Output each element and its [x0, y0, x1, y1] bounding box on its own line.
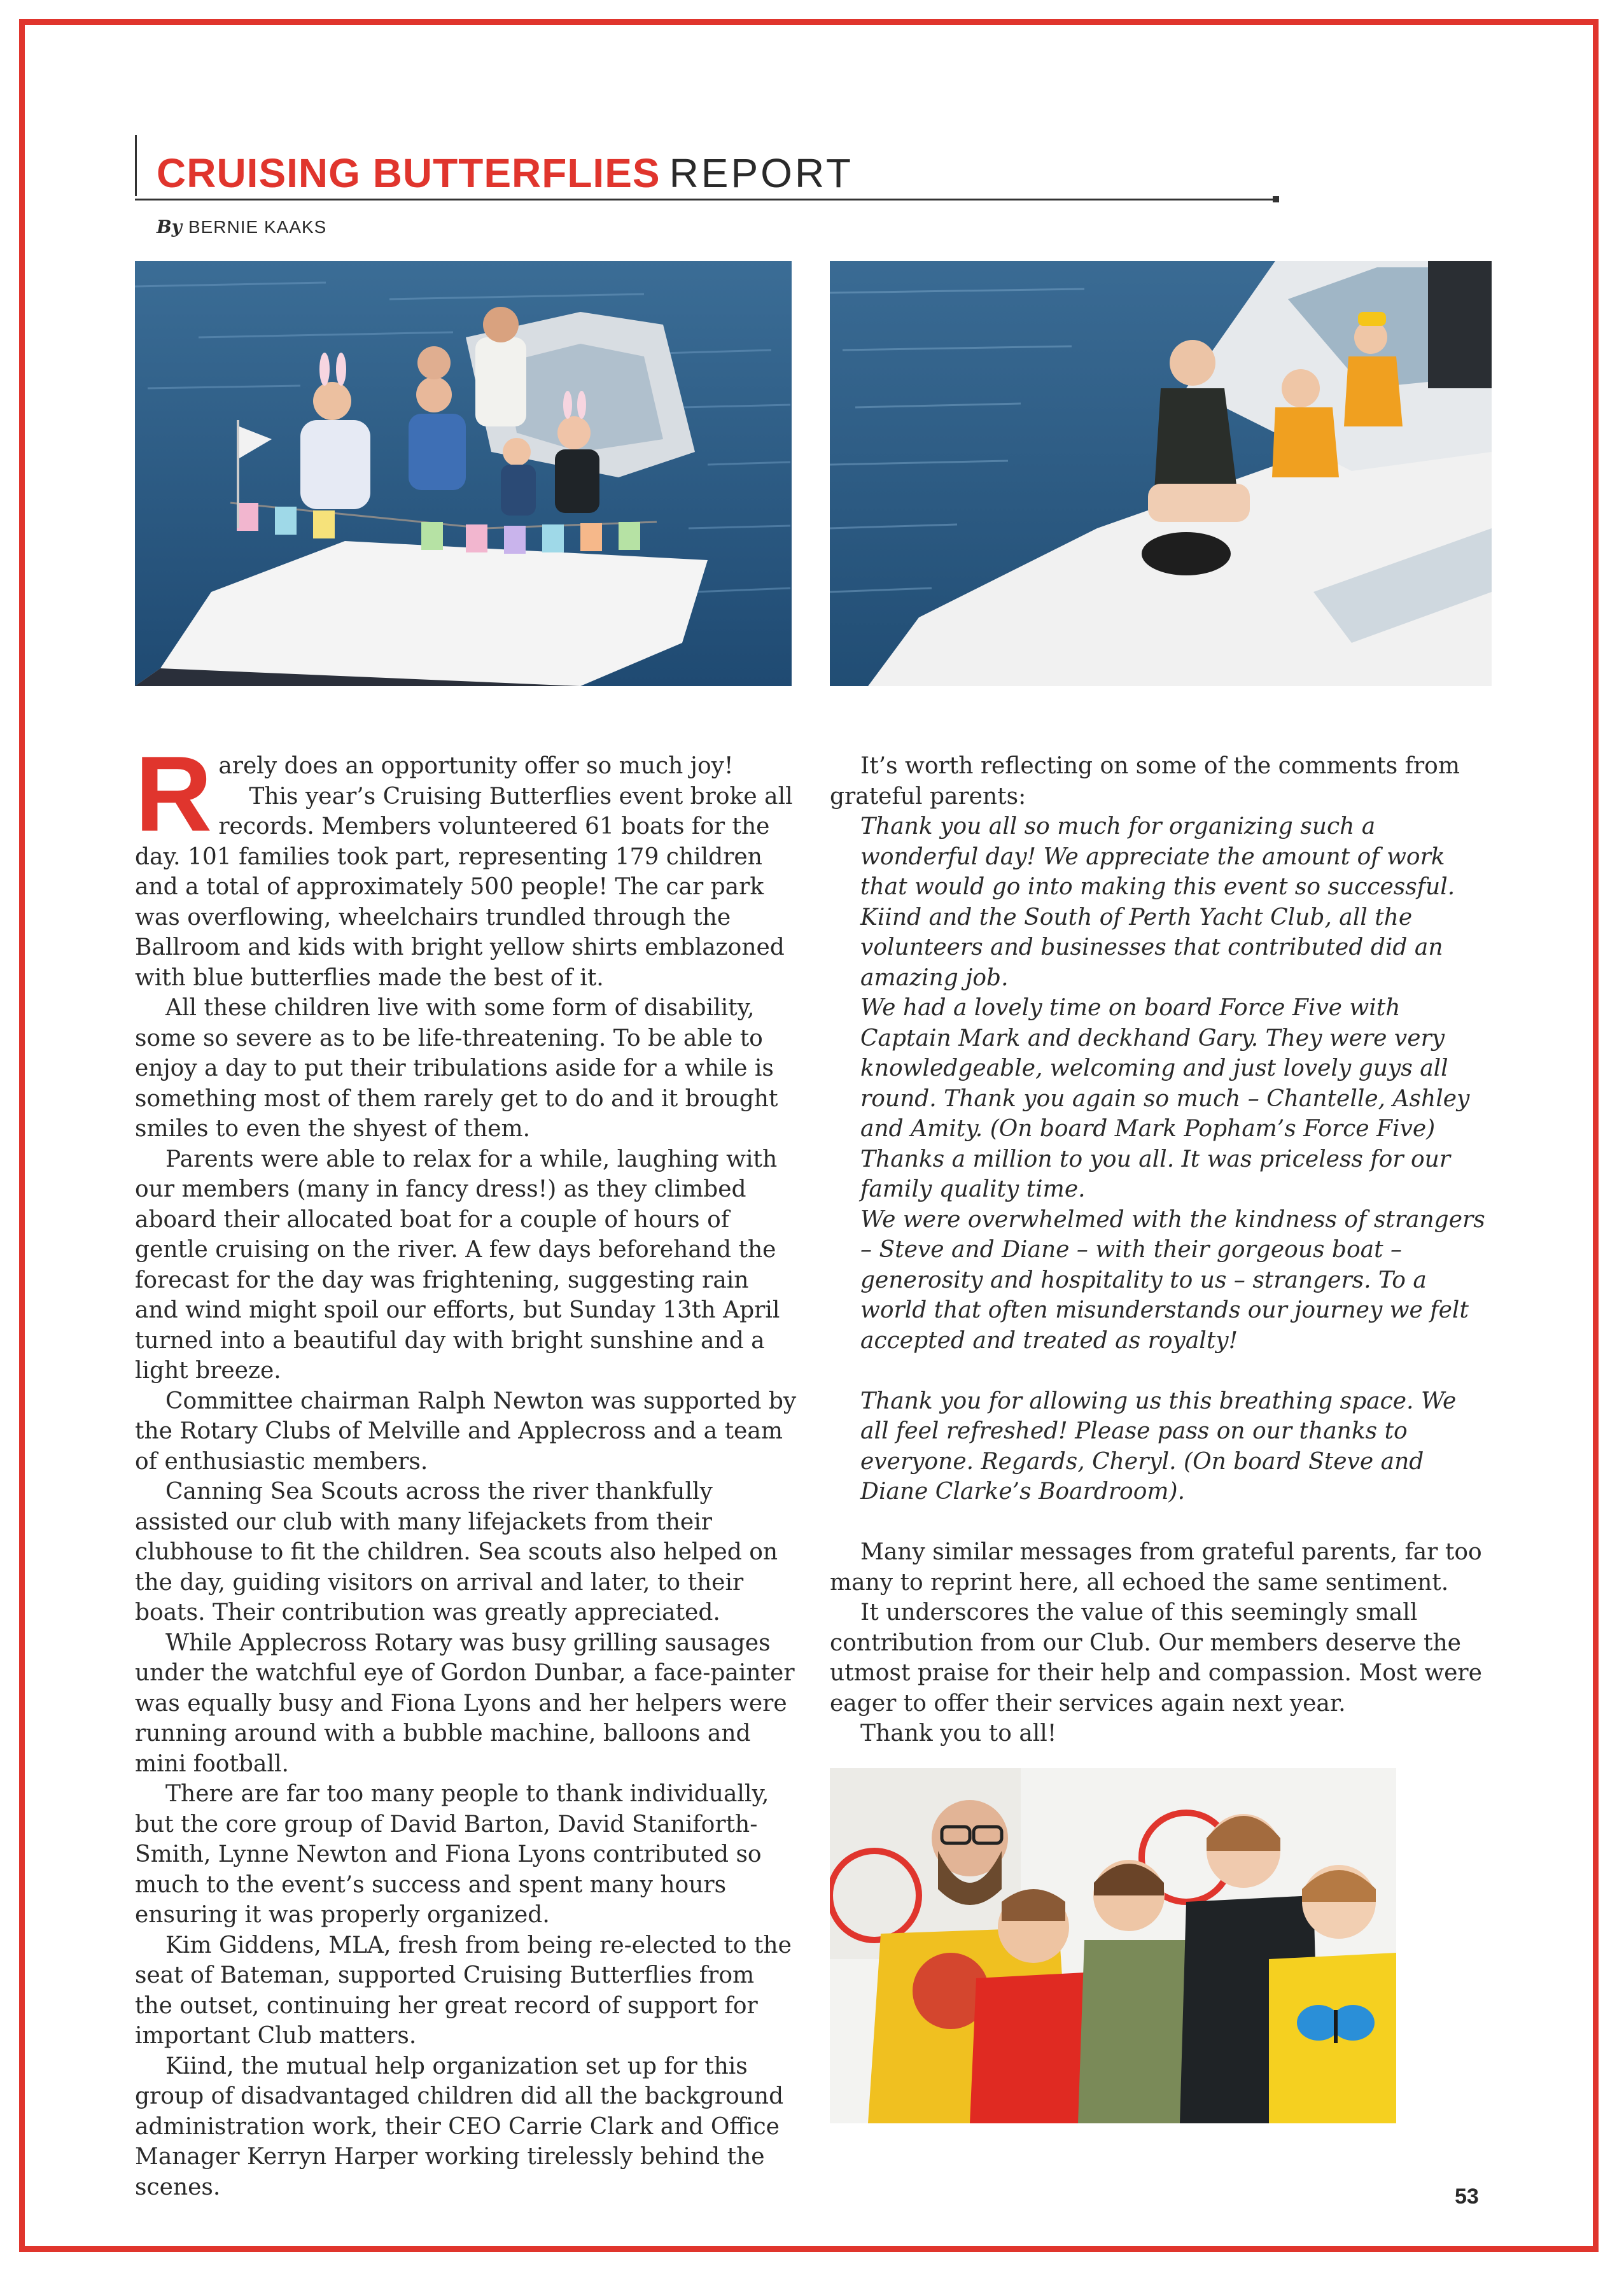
header-rule-end-dot: [1273, 196, 1279, 202]
header-vertical-rule: [135, 135, 137, 196]
boat-photo-easter-ears: [135, 261, 792, 686]
paragraph: It underscores the value of this seemingly small contribution from our Club. Our members deserve the utmost praise for their help and compassion. Most were eager to offer their services again next year.: [830, 1600, 1482, 1717]
parent-quote: Thanks a million to you all. It was priceless for our family quality time.: [860, 1146, 1451, 1202]
page-number: 53: [1455, 2184, 1479, 2209]
article-title: [157, 148, 853, 199]
title-accent: CRUISING BUTTERFLIES: [157, 150, 661, 196]
byline-by: By: [157, 216, 182, 237]
paragraph: arely does an opportunity offer so much joy!: [218, 753, 734, 779]
title-rest: REPORT: [669, 150, 854, 196]
header-horizontal-rule: [135, 199, 1275, 200]
parent-quote: We were overwhelmed with the kindness of strangers – Steve and Diane – with their gorgeous boat – generosity and hospitality to us – strangers. To a world that often misunderstands our journey we felt accepted and treated as royalty!: [860, 1206, 1485, 1354]
parent-quote: Thank you for allowing us this breathing space. We all feel refreshed! Please pass on our thanks to everyone. Regards, Cheryl. (On board Steve and Diane Clarke’s Boardroom).: [860, 1388, 1457, 1505]
paragraph: Thank you to all!: [860, 1720, 1057, 1747]
drop-cap: R: [135, 734, 213, 854]
paragraph: Canning Sea Scouts across the river thankfully assisted our club with many lifejackets from their clubhouse to fit the children. Sea scouts also helped on the day, guiding visitors on arrival and later, to their boats. Their contribution was greatly appreciated.: [135, 1479, 778, 1626]
byline-author: BERNIE KAAKS: [188, 217, 327, 237]
parent-quote: We had a lovely time on board Force Five with Captain Mark and deckhand Gary. They were very knowledgeable, welcoming and just lovely guys all round. Thank you again so much – Chantelle, Ashley and Amity. (On board Mark Popham’s Force Five): [860, 995, 1470, 1142]
paragraph: Parents were able to relax for a while, laughing with our members (many in fancy dress!) as they climbed aboard their allocated boat for a couple of hours of gentle cruising on the river. A few days beforehand the forecast for the day was frightening, suggesting rain and wind might spoil our efforts, but Sunday 13th April turned into a beautiful day with bright sunshine and a light breeze.: [135, 1146, 780, 1384]
paragraph: While Applecross Rotary was busy grilling sausages under the watchful eye of Gordon Dunbar, a face-painter was equally busy and Fiona Lyons and her helpers were running around with a bubble machine, balloons and mini football.: [135, 1629, 795, 1777]
parent-quote: Thank you all so much for organizing such a wonderful day! We appreciate the amount of work that would go into making this event so successful. Kiind and the South of Perth Yacht Club, all the volunteers and businesses that contributed did an amazing job.: [860, 813, 1455, 991]
paragraph: Many similar messages from grateful parents, far too many to reprint here, all echoed the same sentiment.: [830, 1539, 1482, 1596]
paragraph: There are far too many people to thank individually, but the core group of David Barton, David Staniforth-Smith, Lynne Newton and Fiona Lyons contributed so much to the event’s success and spent many hours ensuring it was properly organized.: [135, 1781, 769, 1928]
boat-photo-bow-family: [830, 261, 1492, 686]
paragraph: Kiind, the mutual help organization set up for this group of disadvantaged children did all the background administration work, their CEO Carrie Clark and Office Manager Kerryn Harper working tirelessly behind the scenes.: [135, 2053, 784, 2200]
byline: [157, 216, 326, 237]
article-column-right: [830, 751, 1492, 1749]
quotes-intro: It’s worth reflecting on some of the comments from grateful parents:: [830, 753, 1460, 810]
paragraph: All these children live with some form of disability, some so severe as to be life-threatening. To be able to enjoy a day to put their tribulations aside for a while is something most of them rarely get to do and it brought smiles to even the shyest of them.: [135, 995, 778, 1142]
paragraph: This year’s Cruising Butterflies event broke all records. Members volunteered 61 boats for the day. 101 families took part, representing 179 children and a total of approximately 500 people! The car park was overflowing, wheelchairs trundled through the Ballroom and kids with bright yellow shirts emblazoned with blue butterflies made the best of it.: [135, 783, 793, 991]
paragraph: Kim Giddens, MLA, fresh from being re-elected to the seat of Bateman, supported Cruising Butterflies from the outset, continuing her great record of support for important Club matters.: [135, 1932, 792, 2049]
paragraph: Committee chairman Ralph Newton was supported by the Rotary Clubs of Melville and Applecross and a team of enthusiastic members.: [135, 1388, 797, 1475]
article-column-left: [135, 734, 797, 2202]
family-photo-butterfly-shirts: [830, 1768, 1396, 2123]
